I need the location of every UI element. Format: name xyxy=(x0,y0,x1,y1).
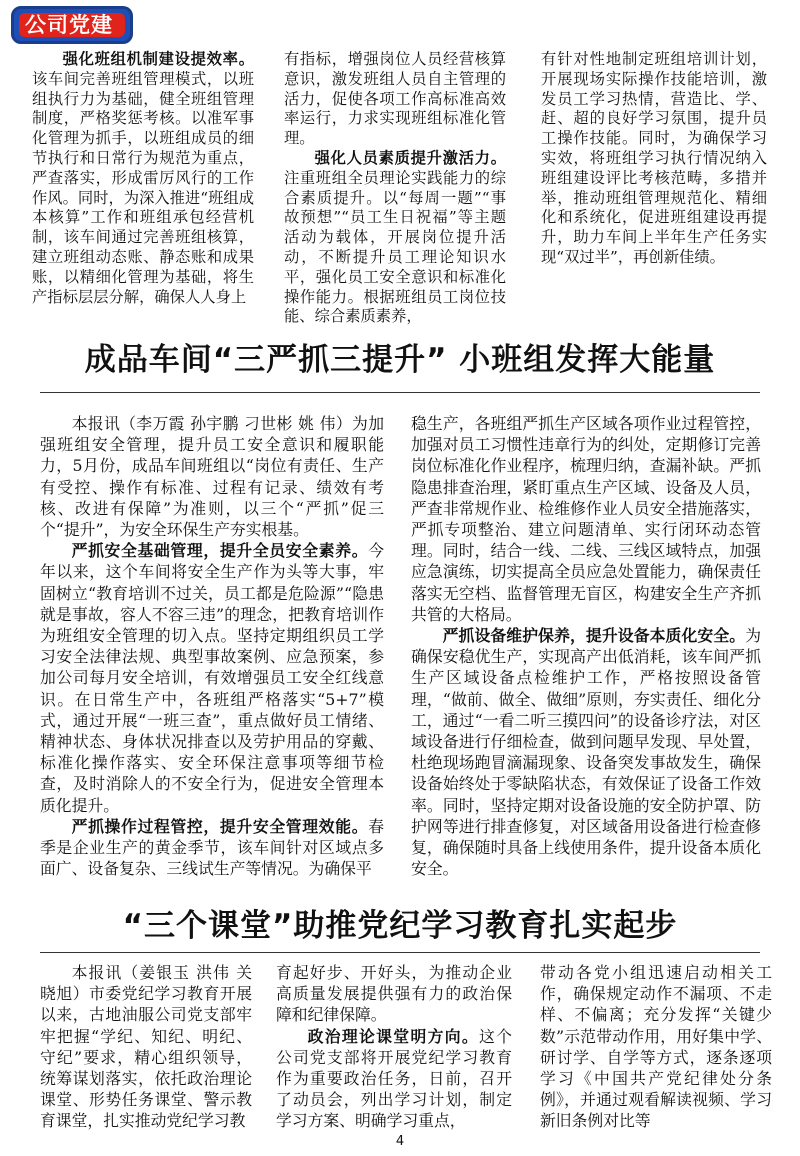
article2-col1-lead1: 严抓安全基础管理，提升全员安全素养。 xyxy=(71,541,369,561)
article2-intro: 本报讯（李万霞 孙宇鹏 刁世彬 姚 伟）为加强班组安全管理，提升员工安全意识和履职能力，5月份，成品车间班组以“岗位有责任、生产有受控、操作有标准、过程有记录、绩效有考核、改进有保障”为准则，以三个“严抓”促三个“提升”，为安全环保生产夯实根基。 xyxy=(40,414,384,540)
article3-col2-text2: 这个公司党支部将开展党纪学习教育作为重要政治任务，日前，召开了动员会，列出学习计划，制定学习方案、明确学习重点， xyxy=(276,1026,512,1131)
top-col2-lead: 强化人员素质提升激活力。 xyxy=(314,148,506,167)
article3-col1-text: 本报讯（姜银玉 洪伟 关晓旭）市委党纪学习教育开展以来，古地油服公司党支部牢牢把握“学纪、知纪、明纪、守纪”要求，精心组织领导，统筹谋划落实，依托政治理论课堂、形势任务课堂、警示教育课堂，扎实推动党纪学习教 xyxy=(40,963,252,1131)
article2-col1-text2: 春季是企业生产的黄金季节，该车间针对区域点多面广、设备复杂、三线试生产等情况。为确保平 xyxy=(40,816,384,879)
article2-rule xyxy=(40,392,760,393)
top-article-column-3 xyxy=(541,50,767,268)
article2-headline: 成品车间“三严抓三提升” 小班组发挥大能量 xyxy=(84,342,716,378)
article3-column-1 xyxy=(40,962,252,1132)
article2-column-1 xyxy=(40,413,384,879)
article3-rule xyxy=(40,952,760,953)
article3-column-2 xyxy=(276,962,512,1132)
page-number: 4 xyxy=(395,1134,405,1149)
article2-col2-text2: 为确保安稳优生产，实现高产出低消耗，该车间严抓生产区域设备点检维护工作，严格按照设备管理，“做前、做全、做细”原则，夯实责任、细化分工，通过“一看二听三摸四问”的设备诊疗法，对区域设备进行仔细检查，做到问题早发现、早处置，杜绝现场跑冒滴漏现象、设备突发事故发生，确保设备始终处于零缺陷状态，有效保证了设备工作效率。同时，坚持定期对设备设施的安全防护罩、防护网等进行排查修复，对区域备用设备进行检查修复，确保随时具备上线使用条件，提升设备本质化安全。 xyxy=(411,626,761,879)
section-label: 公司党建 xyxy=(19,13,125,37)
top-col2-text1: 有指标，增强岗位人员经营核算意识，激发班组人员自主管理的活力，促使各项工作高标准高效率运行，力求实现班组标准化管理。 xyxy=(284,50,506,148)
article2-col2-text1: 稳生产，各班组严抓生产区域各项作业过程管控，加强对员工习惯性违章行为的纠处，定期修订完善岗位标准化作业程序，梳理归纳，查漏补缺。严抓隐患排查治理，紧盯重点生产区域、设备及人员，严查非常规作业、检维修作业人员安全措施落实，严抓专项整治、建立问题清单、实行闭环动态管理。同时，结合一线、二线、三线区域特点，加强应急演练，切实提高全员应急处置能力，确保责任落实无空档、监督管理无盲区，构建安全生产齐抓共管的大格局。 xyxy=(411,414,761,624)
article3-col3-text: 带动各党小组迅速启动相关工作，确保规定动作不漏项、不走样、不偏离；充分发挥“关键少数”示范带动作用，用好集中学、研讨学、自学等方式，逐条逐项学习《中国共产党纪律处分条例》，并通过观看解读视频、学习新旧条例对比等 xyxy=(540,963,772,1131)
top-col1-text: 该车间完善班组管理模式，以班组执行力为基础，健全班组管理制度，严格奖惩考核。以准军事化管理为抓手，以班组成员的细节执行和日常行为规范为重点，严查落实，形成雷厉风行的工作作风。同时，为深入推进“班组成本核算”工作和班组承包经营机制，该车间通过完善班组核算，建立班组动态账、静态账和成果账，以精细化管理为基础，将生产指标层层分解，确保人人身上 xyxy=(32,69,254,306)
article3-headline: “三个课堂”助推党纪学习教育扎实起步 xyxy=(122,908,678,944)
article2-col1-lead2: 严抓操作过程管控，提升安全管理效能。 xyxy=(71,816,369,836)
top-col2-text2: 注重班组全员理论实践能力的综合素质提升。以“每周一题”“事故预想”“员工生日祝福”等主题活动为载体，开展岗位提升活动，不断提升员工理论知识水平，强化员工安全意识和标准化操作能力。根据班组员工岗位技能、综合素质素养， xyxy=(284,168,506,326)
top-col1-lead: 强化班组机制建设提效率。 xyxy=(62,50,254,68)
article2-column-2 xyxy=(411,413,761,879)
section-label-tab xyxy=(11,6,133,44)
top-col3-text: 有针对性地制定班组培训计划，开展现场实际操作技能培训，激发员工学习热情，营造比、学、赶、超的良好学习氛围，提升员工操作技能。同时，为确保学习实效，将班组学习执行情况纳入班组建设评比考核范畴，多措并举，推动班组管理规范化、精细化和系统化，促进班组建设再提升，助力车间上半年生产任务实现“双过半”，再创新佳绩。 xyxy=(541,50,767,266)
article2-col1-text1: 今年以来，这个车间将安全生产作为头等大事，牢固树立“教育培训不过关，员工都是危险源”“隐患就是事故，容人不容三违”的理念，把教育培训作为班组安全管理的切入点。坚持定期组织员工学习安全法律法规、典型事故案例、应急预案，参加公司每月安全培训，有效增强员工安全红线意识。在日常生产中，各班组严格落实“5+7”模式，通过开展“一班三查”，重点做好员工情绪、精神状态、身体状况排查以及劳护用品的穿戴、标准化操作落实、安全环保注意事项等细节检查，及时消除人的不安全行为，促进安全管理本质化提升。 xyxy=(40,541,384,815)
top-article-column-1 xyxy=(32,50,254,307)
top-article-column-2 xyxy=(284,50,506,327)
article3-column-3 xyxy=(540,962,772,1132)
article3-col2-text1: 育起好步、开好头，为推动企业高质量发展提供强有力的政治保障和纪律保障。 xyxy=(276,963,512,1025)
article2-col2-lead: 严抓设备维护保养，提升设备本质化安全。 xyxy=(442,626,746,646)
article3-col2-lead: 政治理论课堂明方向。 xyxy=(307,1026,480,1046)
